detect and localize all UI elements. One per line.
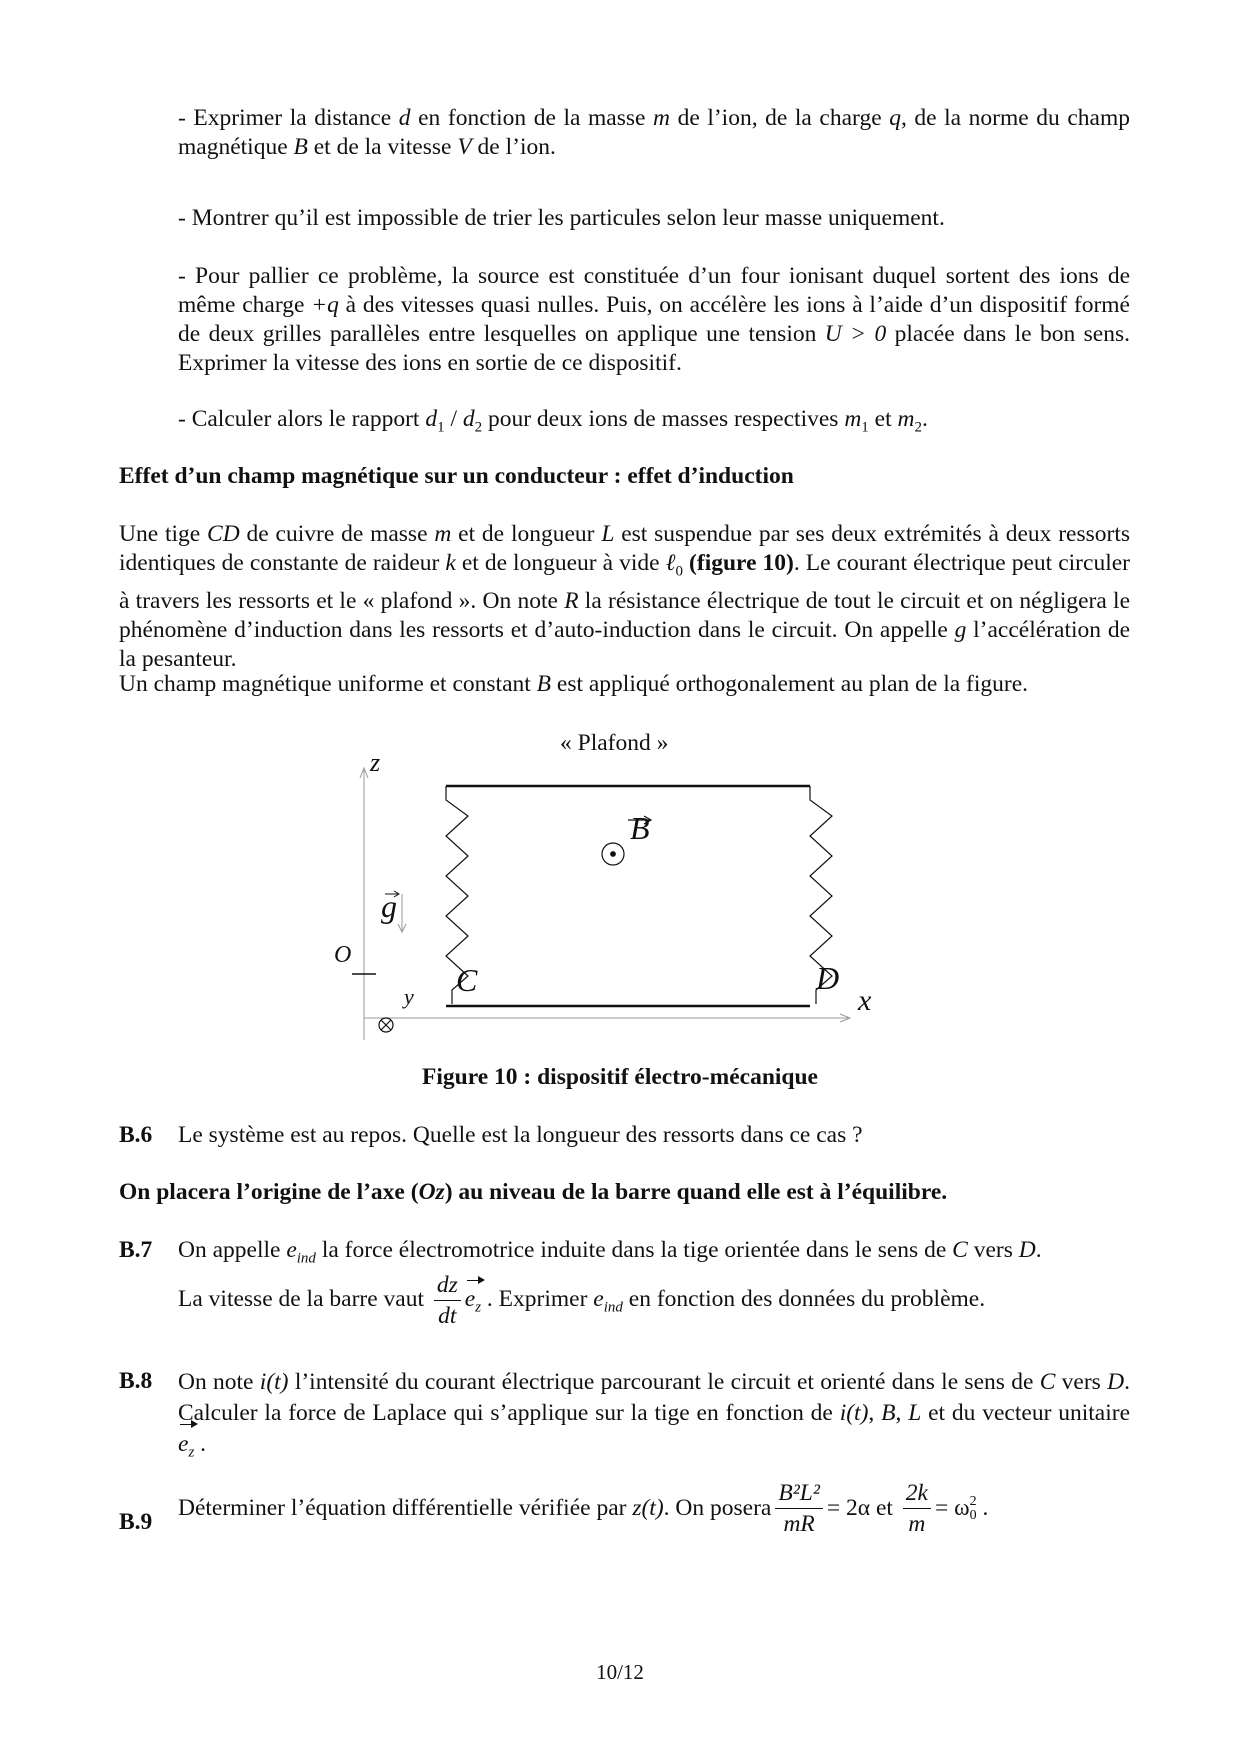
origin-note: On placera l’origine de l’axe (Oz) au niveau de la barre quand elle est à l’équilibre.	[119, 1179, 948, 1205]
question-b7-line2: La vitesse de la barre vaut $\frac{dz}{dt}$ $e_z$ . Exprimer $e_{ind}$ en fonction des données du problème.	[178, 1272, 986, 1329]
field-paragraph: Un champ magnétique uniforme et constant B est appliqué orthogonalement au plan de la figure.	[119, 671, 1029, 697]
question-b6-number: B.6	[119, 1122, 153, 1148]
page-number: 10/12	[596, 1660, 644, 1684]
intro-paragraph: Une tige CD de cuivre de masse m et de longueur L est suspendue par ses deux extrémités à deux ressorts identiques de constante de raideur k et de longueur à vide ℓ$_0$ (figure 10). Le courant électrique peut circuler à travers les ressorts et le « plafond ». On note R la résistance électrique de tout le circuit et on négligera le phénomène d’induction dans les ressorts et d’auto-induction dans le circuit. On appelle g l’accélération de la pesanteur.	[119, 521, 1131, 672]
origin-label: O	[334, 942, 352, 968]
question-b6-text: Le système est au repos. Quelle est la longueur des ressorts dans ce cas ?	[178, 1122, 863, 1148]
question-b7-number: B.7	[119, 1237, 153, 1263]
figure-10	[0, 720, 1240, 1060]
section-title: Effet d’un champ magnétique sur un conducteur : effet d’induction	[119, 463, 794, 489]
figure-caption: Figure 10 : dispositif électro-mécanique	[422, 1064, 818, 1090]
ceiling-label: « Plafond »	[560, 730, 669, 756]
g-label: g	[381, 888, 397, 924]
bullet-distance: - Exprimer la distance d en fonction de la masse m de l’ion, de la charge q, de la norme du champ magnétique B et de la vitesse V de l’ion.	[178, 105, 1130, 160]
unit-vector-ez-b8: $e_z$	[178, 1429, 194, 1469]
b2l2-mr-fraction: $\frac{\text{B²L²}}{mR}$	[775, 1478, 823, 1539]
z-axis-label: z	[370, 748, 381, 777]
2k-m-fraction: $\frac{2k}{m}$	[903, 1478, 931, 1539]
c-label: C	[456, 962, 478, 998]
question-b8-text: On note i(t) l’intensité du courant électrique parcourant le circuit et orienté dans le sens de C vers D. Calculer la force de Laplace qui s’applique sur la tige en fonction de i(t), B, L et du vecteur unitaire $e_z$ .	[178, 1367, 1130, 1469]
question-b9-number: B.9	[119, 1509, 153, 1535]
y-axis-label: y	[404, 984, 414, 1009]
d-label: D	[816, 960, 840, 996]
dz-dt-fraction: $\frac{dz}{dt}$	[434, 1270, 461, 1331]
question-b7-line1: On appelle $e_{ind}$ la force électromotrice induite dans la tige orientée dans le sens de C vers D.	[178, 1237, 1042, 1267]
question-b9-text: Déterminer l’équation différentielle vérifiée par z(t). On posera $\frac{\text{B²L²}}{mR}$ = 2α et $\frac{2k}{m}$ = ω 2 0 .	[178, 1480, 989, 1537]
unit-vector-ez: $e_z$	[465, 1285, 481, 1323]
bullet-ratio: - Calculer alors le rapport $d_1 / d_2$ pour deux ions de masses respectives $m_1$ et $m_2$.	[178, 406, 928, 436]
figure-10-diagram	[0, 720, 1240, 1060]
question-b8-number: B.8	[119, 1368, 153, 1394]
b-field-label: B	[630, 810, 650, 846]
bullet-sort: - Montrer qu’il est impossible de trier les particules selon leur masse uniquement.	[178, 205, 945, 231]
bullet-source: - Pour pallier ce problème, la source est constituée d’un four ionisant duquel sortent des ions de même charge +q à des vitesses quasi nulles. Puis, on accélère les ions à l’aide d’un dispositif formé de deux grilles parallèles entre lesquelles on applique une tension U > 0 placée dans le bon sens. Exprimer la vitesse des ions en sortie de ce dispositif.	[178, 263, 1130, 376]
x-axis-label: x	[858, 984, 872, 1017]
